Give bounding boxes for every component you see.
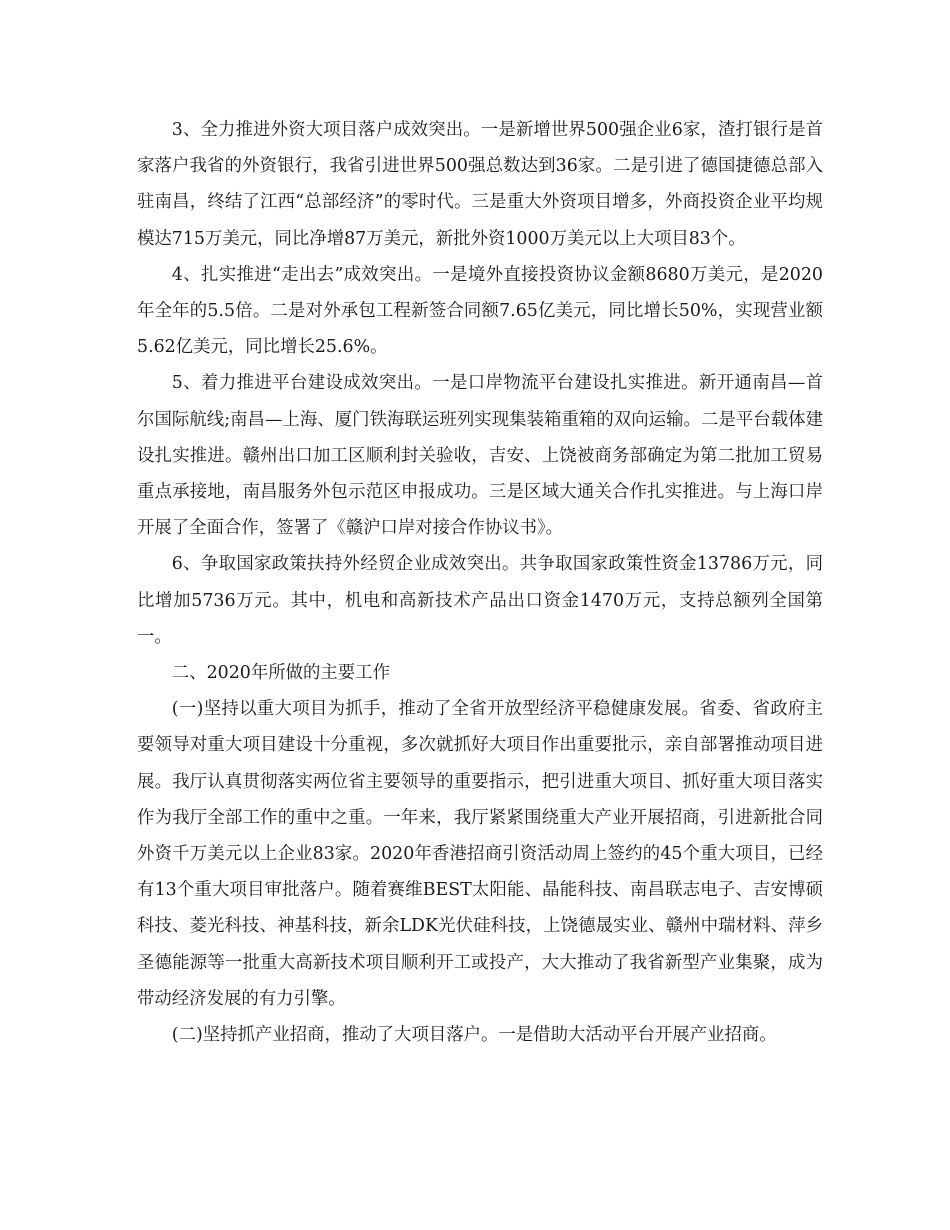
paragraph-platform-construction: 5、着力推进平台建设成效突出。一是口岸物流平台建设扎实推进。新开通南昌—首尔国际航线;南昌—上海、厦门铁海联运班列实现集装箱重箱的双向运输。二是平台载体建设扎实推进。赣州出口加工区顺利封关验收，吉安、上饶被商务部确定为第二批加工贸易重点承接地，南昌服务外包示范区申报成功。三是区域大通关合作扎实推进。与上海口岸开展了全面合作，签署了《赣沪口岸对接合作协议书》。 [137, 373, 823, 539]
paragraph-going-global: 4、扎实推进“走出去”成效突出。一是境外直接投资协议金额8680万美元，是2020年全年的5.5倍。二是对外承包工程新签合同额7.65亿美元，同比增长50%，实现营业额5.62亿美元，同比增长25.6%。 [137, 264, 823, 358]
paragraph-foreign-investment: 3、全力推进外资大项目落户成效突出。一是新增世界500强企业6家，渣打银行是首家落户我省的外资银行，我省引进世界500强总数达到36家。二是引进了德国捷德总部入驻南昌，终结了江西“总部经济”的零时代。三是重大外资项目增多，外商投资企业平均规模达715万美元，同比净增87万美元，新批外资1000万美元以上大项目83个。 [137, 120, 823, 249]
document-page [137, 112, 823, 1053]
section-heading-main-work: 二、2020年所做的主要工作 [171, 663, 390, 684]
paragraph-major-projects: (一)坚持以重大项目为抓手，推动了全省开放型经济平稳健康发展。省委、省政府主要领导对重大项目建设十分重视，多次就抓好大项目作出重要批示，亲自部署推动项目进展。我厅认真贯彻落实两位省主要领导的重要指示，把引进重大项目、抓好重大项目落实作为我厅全部工作的重中之重。一年来，我厅紧紧围绕重大产业开展招商，引进新批合同外资千万美元以上企业83家。2020年香港招商引资活动周上签约的45个重大项目，已经有13个重大项目审批落户。随着赛维BEST太阳能、晶能科技、南昌联志电子、吉安博硕科技、菱光科技、神基科技，新余LDK光伏硅科技，上饶德晟实业、赣州中瑞材料、萍乡圣德能源等一批重大高新技术项目顺利开工或投产，大大推动了我省新型产业集聚，成为带动经济发展的有力引擎。 [137, 699, 823, 1009]
paragraph-policy-support: 6、争取国家政策扶持外经贸企业成效突出。共争取国家政策性资金13786万元，同比增加5736万元。其中，机电和高新技术产品出口资金1470万元，支持总额列全国第一。 [137, 554, 823, 647]
paragraph-industry-investment: (二)坚持抓产业招商，推动了大项目落户。一是借助大活动平台开展产业招商。 [171, 1025, 777, 1046]
